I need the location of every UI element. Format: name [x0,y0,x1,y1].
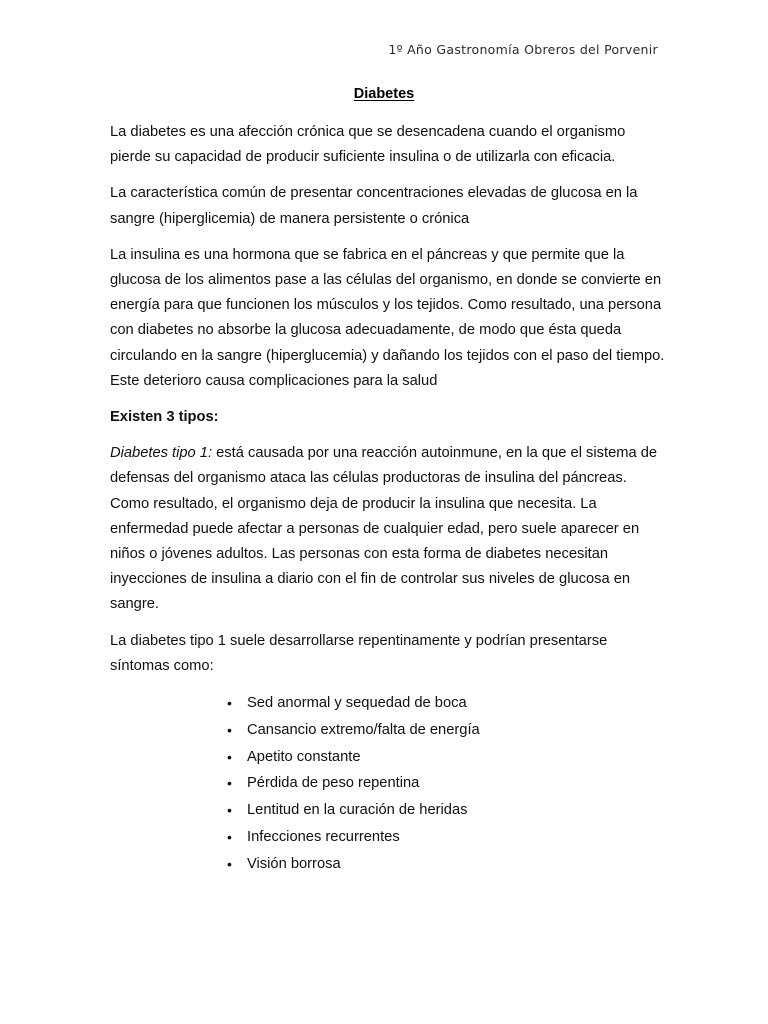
list-item [227,824,668,851]
list-item [227,717,668,744]
bullet-icon: • [227,721,232,738]
symptom-text: Lentitud en la curación de heridas [247,802,468,819]
symptom-text: Sed anormal y sequedad de boca [247,695,467,712]
paragraph-characteristic: La característica común de presentar concentraciones elevadas de glucosa en la sangre (hiperglicemia) de manera persistente o crónica [110,185,638,227]
symptom-text: Apetito constante [247,748,361,765]
symptom-text: Infecciones recurrentes [247,829,400,846]
bullet-icon: • [227,748,232,765]
document-body [110,120,668,878]
paragraph-symptoms-intro: La diabetes tipo 1 suele desarrollarse repentinamente y podrían presentarse síntomas como: [110,632,608,674]
type1-label: Diabetes tipo 1: [110,445,213,462]
bullet-icon: • [227,775,232,792]
bullet-icon: • [227,802,232,819]
list-item [227,770,668,797]
types-subheading: Existen 3 tipos: [110,409,219,426]
document-title: Diabetes [353,86,415,102]
symptom-text: Visión borrosa [247,855,341,872]
paragraph-type1 [110,441,668,617]
bullet-icon: • [227,829,232,846]
symptom-text: Pérdida de peso repentina [247,775,420,792]
list-item [227,744,668,771]
type1-text: está causada por una reacción autoinmune, en la que el sistema de defensas del organismo ataca las células productoras de insulina del páncreas. Como resultado, el organismo deja de producir la insulina que necesita. La enfermedad puede afectar a personas de cualquier edad, pero suele aparecer en niños o jóvenes adultos. Las personas con esta forma de diabetes necesitan inyecciones de insulina a diario con el fin de controlar sus niveles de glucosa en sangre. [110,445,658,613]
list-item [227,797,668,824]
page-header: 1º Año Gastronomía Obreros del Porvenir [388,42,658,57]
paragraph-definition: La diabetes es una afección crónica que se desencadena cuando el organismo pierde su capacidad de producir suficiente insulina o de utilizarla con eficacia. [110,124,626,166]
symptoms-list [110,690,668,878]
bullet-icon: • [227,695,232,712]
list-item [227,690,668,717]
bullet-icon: • [227,855,232,872]
paragraph-insulin: La insulina es una hormona que se fabrica en el páncreas y que permite que la glucosa de los alimentos pase a las células del organismo, en donde se convierte en energía para que funcionen los músculos y los tejidos. Como resultado, una persona con diabetes no absorbe la glucosa adecuadamente, de modo que ésta queda circulando en la sangre (hiperglucemia) y dañando los tejidos con el paso del tiempo. Este deterioro causa complicaciones para la salud [110,246,665,389]
symptom-text: Cansancio extremo/falta de energía [247,721,480,738]
list-item [227,851,668,878]
